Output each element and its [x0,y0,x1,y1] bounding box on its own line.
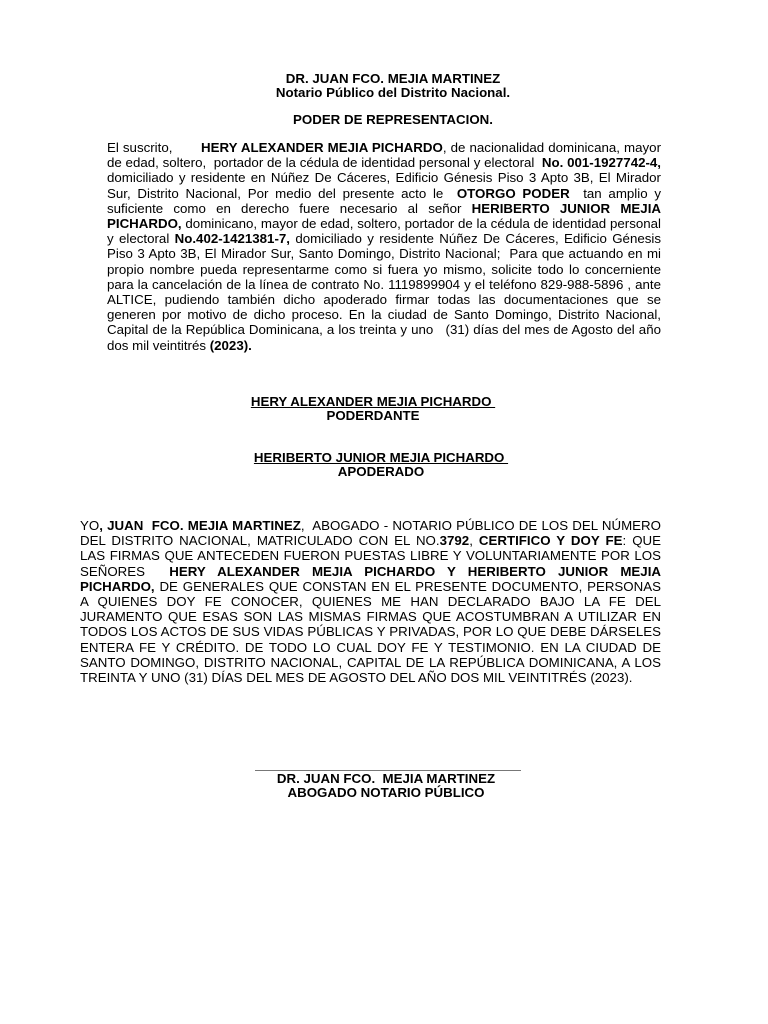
cert-text: , ABOGADO - NOTARIO PÚBLICO DE LOS DEL NÚMERO DEL DISTRITO NACIONAL, MATRICULADO CON EL NO. [80,518,665,549]
notary-signature-title: ABOGADO NOTARIO PÚBLICO [287,785,485,800]
power-text: , de nacionalidad dominicana, mayor de edad, soltero, portador de la cédula de identidad personal y electoral [107,140,665,171]
signers-names: HERY ALEXANDER MEJIA PICHARDO Y HERIBERTO JUNIOR MEJIA PICHARDO, [80,563,665,594]
grantor-signature-block [0,395,746,423]
document-title: PODER DE REPRESENTACION. [293,112,493,127]
power-text: tan amplio y suficiente como en derecho fuere necesario al señor [107,185,665,216]
cert-text: DE GENERALES QUE CONSTAN EN EL PRESENTE DOCUMENTO, PERSONAS A QUIENES DOY FE CONOCER, QUIENES ME HAN DECLARADO BAJO LA FE DEL JURAMENTO QUE ESAS SON LAS MISMAS FIRMAS QUE ACOSTUMBRAN A UTILIZAR EN TODOS LOS ACTOS DE SUS VIDAS PÚBLICAS Y PRIVADAS, POR LO QUE DEBE DÁRSELES ENTERA FE Y CRÉDITO. DE TODO LO CUAL DOY FE Y TESTIMONIO. EN LA CIUDAD DE SANTO DOMINGO, DISTRITO NACIONAL, CAPITAL DE LA REPÚBLICA DOMINICANA, A LOS TREINTA Y UNO (31) DÍAS DEL MES DE AGOSTO DEL AÑO DOS MIL VEINTITRÉS (2023). [80,578,669,686]
grantor-role: PODERDANTE [326,408,420,423]
power-text: El suscrito, [107,140,202,155]
attorney-name: HERIBERTO JUNIOR MEJIA PICHARDO, [107,200,665,232]
notary-signature-name: DR. JUAN FCO. MEJIA MARTINEZ [276,771,496,786]
notary-header [0,72,768,100]
attorney-role: APODERADO [337,464,425,479]
grant-phrase: OTORGO PODER [456,185,570,201]
notary-certification-paragraph [80,518,669,686]
power-text: domiciliado y residente en Núñez De Cáceres, Edificio Génesis Piso 3 Apto 3B, El Mirador Sur, Distrito Nacional, Por medio del presente acto le [107,155,665,201]
registration-number: 3792 [439,533,470,549]
year: (2023). [209,337,252,353]
notary-signature-block [0,772,768,800]
notary-office: Notario Público del Distrito Nacional. [275,85,511,100]
grantor-signature-name: HERY ALEXANDER MEJIA PICHARDO [250,394,496,409]
power-text: dominicano, mayor de edad, soltero, portador de la cédula de identidad personal y electoral [107,216,665,247]
cert-text: , [469,533,479,549]
power-of-attorney-paragraph [107,140,665,353]
certify-phrase: CERTIFICO Y DOY FE [478,533,623,549]
notary-name: DR. JUAN FCO. MEJIA MARTINEZ [285,71,501,86]
attorney-id: No.402-1421381-7, [174,231,290,247]
cert-text: : QUE LAS FIRMAS QUE ANTECEDEN FUERON PUESTAS LIBRE Y VOLUNTARIAMENTE POR LOS SEÑORES [80,533,665,579]
grantor-id: No. 001-1927742-4, [541,155,662,171]
grantor-name: HERY ALEXANDER MEJIA PICHARDO [201,140,443,155]
attorney-signature-block [0,451,762,479]
cert-text: YO [80,518,100,533]
certifying-notary-name: , JUAN FCO. MEJIA MARTINEZ [99,518,301,533]
power-text: domiciliado y residente Núñez De Cáceres, Edificio Génesis Piso 3 Apto 3B, El Mirador Sur, Santo Domingo, Distrito Nacional; Para que actuando en mi propio nombre pueda representarme como si fuera yo mismo, solicite todo lo concerniente para la cancelación de la línea de contrato No. 1119899904 y el teléfono 829-988-5896 , ante ALTICE, pudiendo también dicho apoderado firmar todas las documentaciones que se generen por motivo de dicho proceso. En la ciudad de Santo Domingo, Distrito Nacional, Capital de la República Dominicana, a los treinta y uno (31) días del mes de Agosto del año dos mil veintitrés [107,231,665,353]
attorney-signature-name: HERIBERTO JUNIOR MEJIA PICHARDO [253,450,509,465]
